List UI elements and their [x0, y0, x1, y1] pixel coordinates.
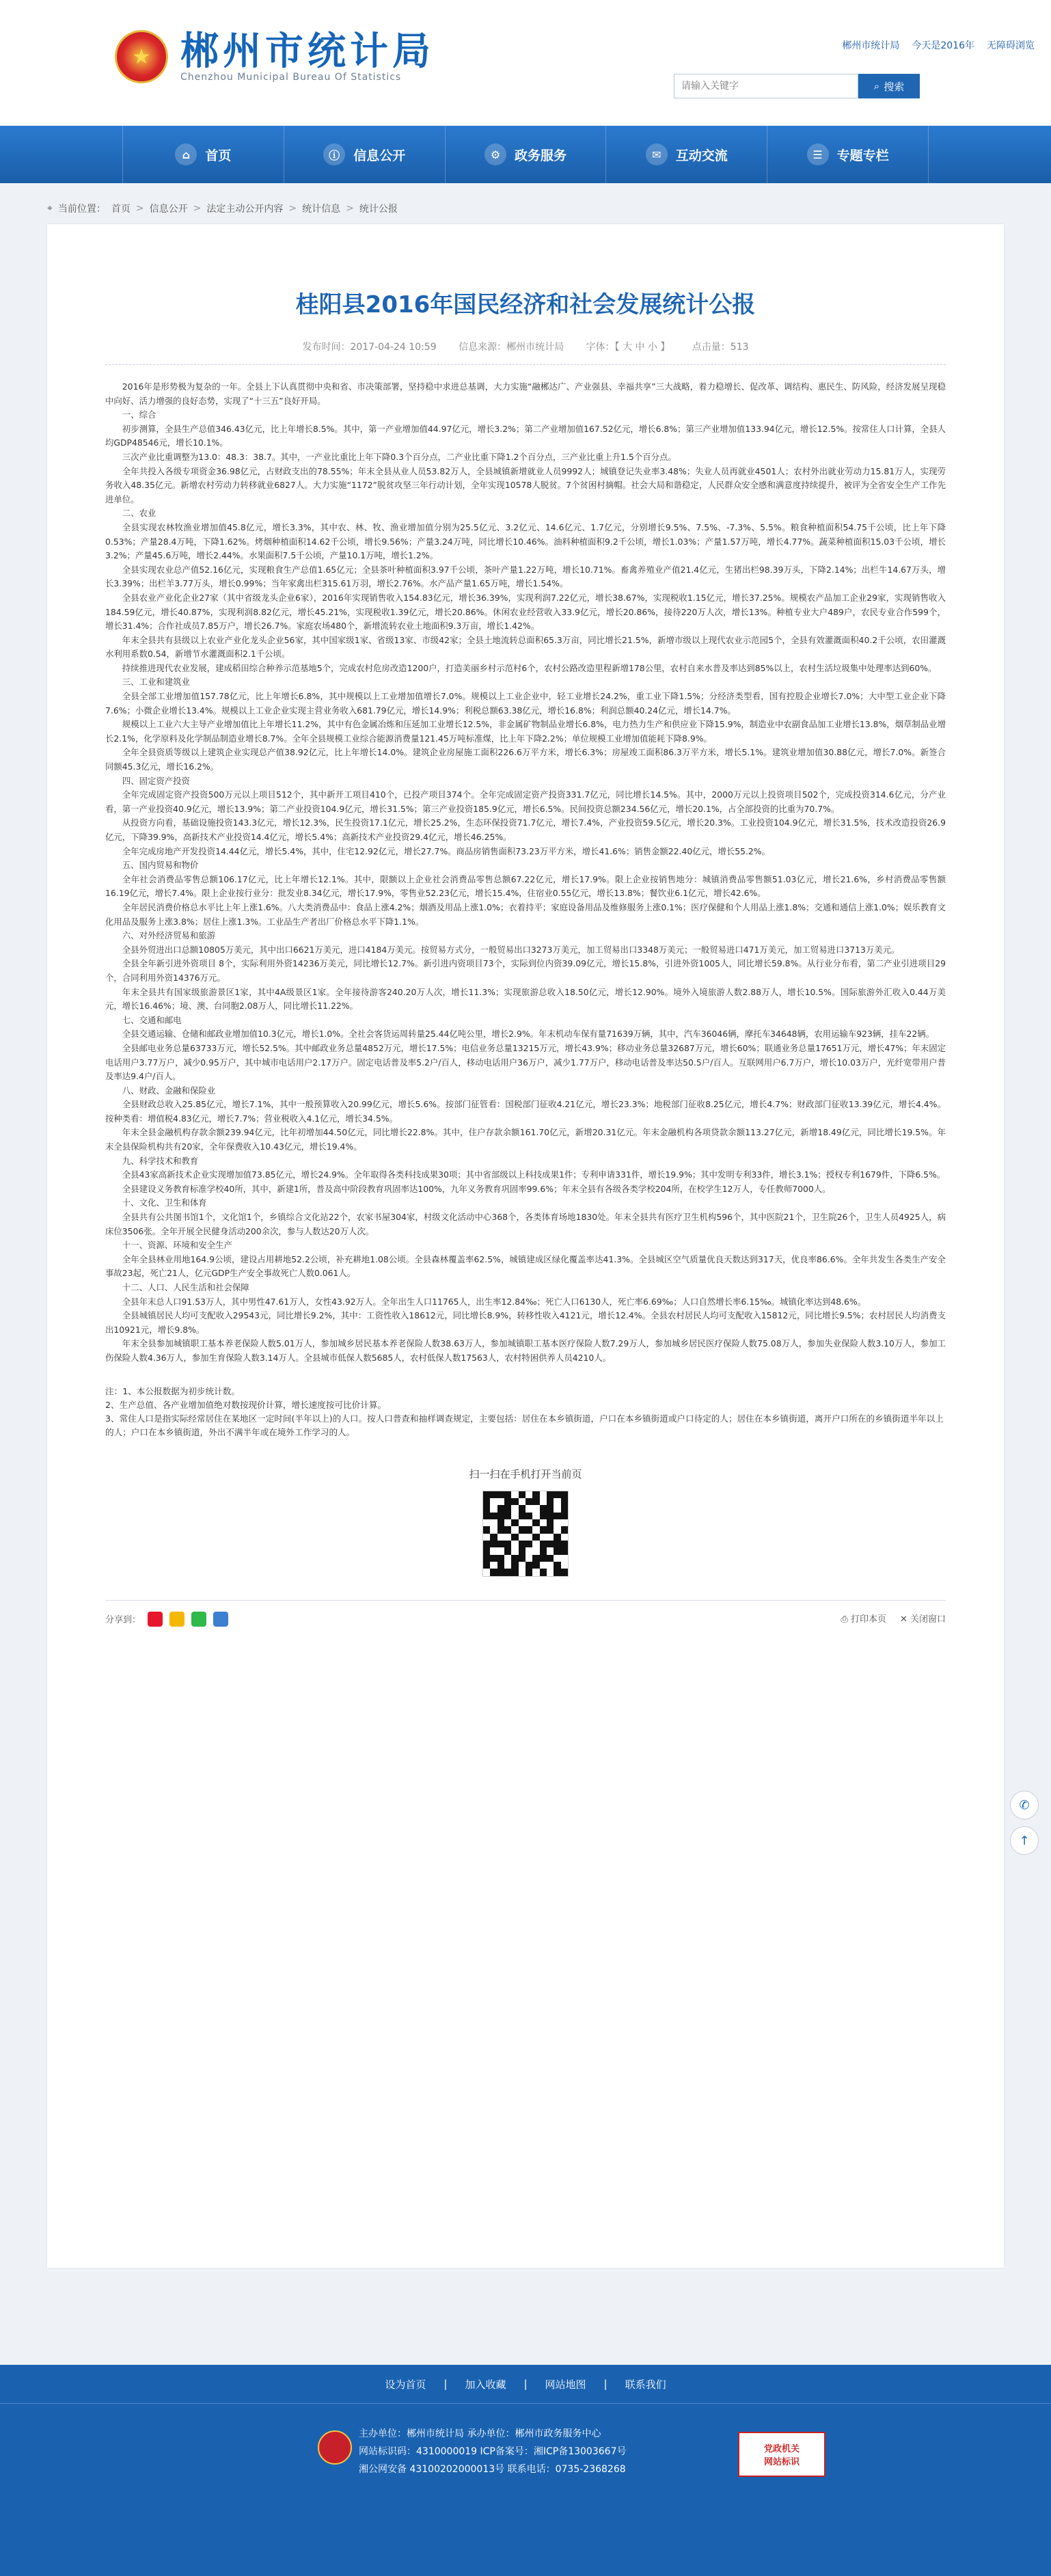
breadcrumb-item[interactable]: 统计公报	[359, 204, 398, 215]
article-paragraph: 全县城镇居民人均可支配收入29543元，同比增长9.2%，其中：工资性收入18612元，同比增长8.9%，转移性收入4121元，增长12.4%。全县农村居民人均可支配收入15812元，同比增长9.5%；农村居民人均消费支出10921元，增长9.8%。	[105, 1310, 946, 1335]
article-paragraph: 年末全县参加城镇职工基本养老保险人数5.01万人，参加城乡居民基本养老保险人数38.63万人，参加城镇职工基本医疗保险人数7.29万人，参加城乡居民医疗保险人数75.08万人，参加失业保险人数3.10万人，参加工伤保险人数4.36万人，参加生育保险人数3.14万人。全县城市低保人数5685人，农村低保人数17563人，农村特困供养人员4210人。	[105, 1338, 946, 1363]
top-links	[842, 38, 1035, 52]
main-nav	[0, 126, 1051, 183]
article-paragraph: 规模以上工业六大主导产业增加值比上年增长11.2%，其中有色金属冶炼和压延加工业增长12.5%，非金属矿物制品业增长6.8%，电力热力生产和供应业下降15.9%，制造业中农副食品加工业增长13.8%，烟草制品业增长2.1%，化学原料及化学制品制造业增长8.7%。全年全县规模工业综合能源消费量121.45万吨标准煤，比上年下降2.2%；单位规模工业增加值能耗下降8.9%。	[105, 719, 946, 744]
print-button[interactable]	[841, 1612, 886, 1627]
article-paragraph: 全县实现农林牧渔业增加值45.8亿元，增长3.3%，其中农、林、牧、渔业增加值分别为25.5亿元、3.2亿元、14.6亿元、1.7亿元，分别增长9.5%、7.5%、-7.3%、5.5%。粮食种植面积54.75千公顷，比上年下降0.53%；产量28.4万吨，下降1.62%。烤烟种植面积14.62千公顷，增长9.56%；产量3.24万吨，同比增长10.46%。油料种植面积9.2千公顷，增长1.03%；产量1.57万吨，增长4.77%。蔬菜种植面积15.03千公顷，增长3.2%；产量45.6万吨，增长2.44%。水果面积7.5千公顷，产量10.1万吨，增长1.2%。	[105, 521, 946, 561]
article-paragraph: 全县年末总人口91.53万人，其中男性47.61万人，女性43.92万人。全年出生人口11765人，出生率12.84‰；死亡人口6130人，死亡率6.69‰；人口自然增长率6.15‰。城镇化率达到48.6%。	[122, 1296, 866, 1307]
article-paragraph: 年末全县共有国家级旅游景区1家，其中4A级景区1家。全年接待游客240.20万人次，增长11.3%；实现旅游总收入18.50亿元，增长12.90%。境外入境旅游人数2.88万人，增长10.5%。国际旅游外汇收入0.44万美元，增长16.46%；境、澳、台同胞2.08万人，同比增长11.22%。	[105, 986, 946, 1012]
search-button[interactable]	[858, 74, 920, 98]
nav-item-home[interactable]	[122, 126, 284, 183]
badge-line: 网站标识	[763, 2457, 800, 2467]
share-label: 分享到：	[105, 1615, 141, 1626]
search-input[interactable]	[674, 74, 858, 98]
article-source: 信息来源：郴州市统计局	[459, 342, 564, 353]
share-weibo-icon[interactable]	[148, 1612, 163, 1627]
breadcrumb-item[interactable]: 统计信息	[302, 204, 341, 215]
footer-emblem-icon	[318, 2430, 352, 2465]
footer-link[interactable]: 网站地图	[545, 2378, 586, 2391]
national-emblem-icon: ★	[115, 30, 168, 83]
article-paragraph: 六、对外经济贸易和旅游	[122, 930, 216, 941]
close-icon: ✕	[899, 1614, 910, 1625]
nav-label: 首页	[205, 148, 232, 163]
article-paragraph: 从投资方向看，基础设施投资143.3亿元，增长12.3%，民生投资17.1亿元，增长25.2%，生态环保投资71.7亿元，增长7.4%，产业投资59.5亿元，增长20.3%。工业投资104.9亿元，增长31.5%，技术改造投资26.9亿元，下降39.9%，高新技术产业投资14.4亿元，增长5.4%；高新技术产业投资29.4亿元，增长46.25%。	[105, 817, 946, 842]
close-window-button[interactable]	[900, 1612, 946, 1627]
article-paragraph: 全年共投入各级专项资金36.98亿元，占财政支出的78.55%；年末全县从业人员53.82万人，全县城镇新增就业人员9992人；城镇登记失业率3.48%；失业人员再就业4501人；农村外出就业劳动力15.81万人，实现劳务收入48.35亿元。新增农村劳动力转移就业6827人。大力实施“1172”脱贫攻坚三年行动计划，全年实现10578人脱贫。7个贫困村摘帽。社会大局和谐稳定，人民群众安全感和满意度持续提升，被评为全省安全生产工作先进单位。	[105, 465, 946, 504]
footer-info-line: 主办单位：郴州市统计局 承办单位：郴州市政务服务中心	[359, 2428, 601, 2439]
site-header	[0, 0, 1051, 126]
article-paragraph: 十二、人口、人民生活和社会保障	[122, 1282, 249, 1292]
article-date: 发布时间：2017-04-24 10:59	[302, 342, 437, 353]
article-paragraph: 全县交通运输、仓储和邮政业增加值10.3亿元，增长1.0%。全社会客货运周转量25.44亿吨公里，增长2.9%。年末机动车保有量71639万辆，其中，汽车36046辆，摩托车34648辆，农用运输车923辆，挂车22辆。	[122, 1029, 934, 1040]
article-paragraph: 全年完成固定资产投资500万元以上项目512个，其中新开工项目410个，已投产项目374个。全年完成固定资产投资331.7亿元，同比增长14.5%。其中，2000万元以上投资项目502个，完成投资314.6亿元，分产业看，第一产业投资40.9亿元，增长13.9%；第二产业投资104.9亿元，增长31.5%；第三产业投资185.9亿元，增长6.5%。民间投资总额234.56亿元，增长20.1%，占全部投资的比重为70.7%。	[105, 789, 946, 814]
article-paragraph: 年末全县共有县级以上农业产业化龙头企业56家，其中国家级1家、省级13家、市级42家；全县土地流转总面积65.3万亩，同比增长21.5%，新增市级以上现代农业示范园5个，全县有效灌溉面积40.2千公顷，农田灌溉水利用系数0.54，新增节水灌溉面积2.1千公顷。	[105, 634, 946, 660]
site-footer	[0, 2365, 1051, 2576]
breadcrumb: ⌖ 当前位置： 首页 > 信息公开 > 法定主动公开内容 > 统计信息 > 统计公报	[47, 203, 398, 215]
article-notes	[105, 1385, 946, 1439]
nav-item-info-public[interactable]	[284, 126, 446, 183]
nav-item-topics[interactable]	[767, 126, 929, 183]
share-more-icon[interactable]	[213, 1612, 228, 1627]
breadcrumb-item[interactable]: 信息公开	[149, 204, 188, 215]
article-paragraph: 二、农业	[122, 508, 156, 519]
article-paragraph: 八、财政、金融和保险业	[122, 1085, 216, 1096]
qr-title: 扫一扫在手机打开当前页	[469, 1467, 582, 1480]
article-paragraph: 十一、资源、环境和安全生产	[122, 1240, 232, 1251]
share-wechat-icon[interactable]	[191, 1612, 206, 1627]
article-paragraph: 全县农业产业化企业27家（其中省级龙头企业6家），2016年实现销售收入154.83亿元，增长36.39%，实现利润7.22亿元，增长38.67%，实现税收1.15亿元，增长37.25%。规模农产品加工企业29家，实现销售收入184.59亿元，增长40.87%，实现利润8.82亿元，增长45.21%，实现税收1.39亿元，增长20.86%。休闲农业经营收入33.9亿元，增长20.86%，接待220万人次，增长13%。种植专业大户489户，农民专业合作599个，增长31.4%；合作社成员7.85万户，增长26.7%。家庭农场480个，新增流转农业土地面积9.3万亩，增长1.42%。	[105, 592, 946, 632]
article-paragraph: 三次产业比重调整为13.0：48.3：38.7。其中，一产业比重比上年下降0.3个百分点，二产业比重下降1.2个百分点，三产业比重上升1.5个百分点。	[122, 451, 677, 462]
nav-label: 信息公开	[353, 148, 406, 163]
nav-item-interaction[interactable]	[606, 126, 767, 183]
footer-link[interactable]: 加入收藏	[465, 2378, 506, 2391]
breadcrumb-item[interactable]: 首页	[111, 204, 131, 215]
print-label: 打印本页	[850, 1614, 886, 1625]
service-icon: ⚙	[484, 144, 506, 165]
article-meta	[105, 340, 946, 365]
top-link-home[interactable]: 郴州市统计局	[842, 40, 900, 51]
article-title: 桂阳县2016年国民经济和社会发展统计公报	[295, 291, 756, 318]
article-note: 3、常住人口是指实际经常居住在某地区一定时间(半年以上)的人口。按人口普查和抽样调查规定，主要包括：居住在本乡镇街道，户口在本乡镇街道或户口待定的人；居住在本乡镇街道，离开户口所在的乡镇街道半年以上的人；户口在本乡镇街道，外出不满半年或在境外工作学习的人。	[105, 1413, 944, 1437]
article-paragraph: 全年社会消费品零售总额106.17亿元，比上年增长12.1%。其中，限额以上企业社会消费品零售总额67.22亿元，增长17.9%。限上企业按销售地分：城镇消费品零售额51.03亿元，增长21.6%，乡村消费品零售额16.19亿元，增长7.4%。限上企业按行业分：批发业8.34亿元，增长17.9%，零售业52.23亿元，增长15.4%，住宿业0.55亿元，增长13.8%；餐饮业6.1亿元，增长42.6%。	[105, 873, 946, 899]
article-paragraph: 全县财政总收入25.85亿元，增长7.1%，其中一般预算收入20.99亿元，增长5.6%。按部门征管看：国税部门征收4.21亿元，增长23.3%；地税部门征收8.25亿元，增长4.7%；财政部门征收13.39亿元，增长4.4%。按种类看：增值税4.83亿元，增长7.7%；营业税收入4.1亿元，增长34.5%。	[105, 1099, 946, 1124]
article-paragraph: 持续推进现代农业发展，建成稻田综合种养示范基地5个，完成农村危房改造1200户，打造美丽乡村示范村6个，农村公路改造里程新增178公里，农村自来水普及率达到85%以上，农村生活垃圾集中处理率达到60%。	[122, 662, 937, 673]
article-paragraph: 全县共有公共图书馆1个，文化馆1个，乡镇综合文化站22个，农家书屋304家，村级文化活动中心368个，各类体育场地1830处。年末全县共有医疗卫生机构596个，其中医院21个，卫生院26个，卫生人员4925人，病床位3506张。全年开展全民健身活动200余次，参与人数达20万人次。	[105, 1212, 946, 1236]
nav-item-service[interactable]	[446, 126, 607, 183]
footer-links: 设为首页 | 加入收藏 | 网站地图 | 联系我们	[0, 2365, 1051, 2404]
article-paragraph: 全县全年新引进外资项目 8个，实际利用外资14236万美元，同比增长12.7%。新引进内资项目73个，实际到位内资39.09亿元，增长15.8%，引进外资1005人，同比增长59.8%。从行业分布看，第二产业引进项目29个，合同利用外资14376万元。	[105, 958, 946, 983]
footer-info	[359, 2425, 626, 2478]
article-paragraph: 十、文化、卫生和体育	[122, 1197, 207, 1208]
article-paragraph: 九、科学技术和教育	[122, 1155, 199, 1166]
article-paragraph: 全县邮电业务总量63733万元，增长52.5%。其中邮政业务总量4852万元，增长17.5%；电信业务总量13215万元，增长43.9%；移动业务总量32687万元，增长60%；联通业务总量17651万元，增长47%；年末固定电话用户3.77万户，减少0.95万户，其中城市电话用户2.17万户。固定电话普及率5.2户/百人，移动电话用户36万户，减少1.77万户，移动电话普及率达50.5户/百人。互联网用户6.7万户，增长10.03万户，光纤宽带用户普及率达9.4户/百人。	[105, 1042, 946, 1082]
top-link-date: 今天是2016年	[912, 40, 974, 51]
badge-line: 党政机关	[763, 2444, 800, 2454]
topic-icon: ☰	[807, 144, 829, 165]
article-paragraph: 全县43家高新技术企业实现增加值73.85亿元，增长24.9%。全年取得各类科技成果30项；其中省部级以上科技成果1件；专利申请331件，增长19.9%；其中发明专利33件，增长3.1%；授权专利1679件，下降6.5%。	[122, 1169, 946, 1180]
breadcrumb-item[interactable]: 法定主动公开内容	[206, 204, 284, 215]
article-paragraph: 初步测算，全县生产总值346.43亿元，比上年增长8.5%。其中，第一产业增加值44.97亿元，增长3.2%；第二产业增加值167.52亿元，增长6.8%；第三产业增加值133.94亿元，增长12.5%。按常住人口计算，全县人均GDP48546元，增长10.1%。	[105, 423, 946, 448]
breadcrumb-prefix: 当前位置：	[57, 204, 106, 215]
chat-icon: ✉	[646, 144, 668, 165]
footer-info-line: 网站标识码：4310000019 ICP备案号：湘ICP备13003667号	[359, 2446, 627, 2457]
wechat-float-icon[interactable]: ✆	[1010, 1791, 1039, 1819]
article-body	[105, 380, 946, 1366]
article-paragraph: 七、交通和邮电	[122, 1014, 182, 1025]
article-paragraph: 五、国内贸易和物价	[122, 860, 199, 871]
article-paragraph: 全县全部工业增加值157.78亿元，比上年增长6.8%，其中规模以上工业增加值增长7.0%。规模以上工业企业中，轻工业增长24.2%，重工业下降1.5%；分经济类型看，国有控股企业增长7.0%；大中型工业企业下降7.6%；小微企业增长13.4%。规模以上工业企业实现主营业务收入681.79亿元，增长14.9%；利税总额63.38亿元，增长16.8%；利润总额40.24亿元，增长14.7%。	[105, 691, 946, 716]
floating-toolbar	[1010, 1791, 1039, 1855]
info-icon: ⓘ	[323, 144, 345, 165]
article-paragraph: 全县建设义务教育标准学校40所，其中，新建1所，普及高中阶段教育巩固率达100%，九年义务教育巩固率99.6%；年末全县有各级各类学校204所，在校学生12万人，专任教师7000人。	[122, 1183, 831, 1194]
site-logo[interactable]	[115, 30, 435, 83]
article-paragraph: 三、工业和建筑业	[122, 677, 190, 688]
site-subtitle: Chenzhou Municipal Bureau Of Statistics	[180, 72, 402, 83]
gov-site-badge[interactable]	[738, 2432, 825, 2477]
top-link-accessibility[interactable]: 无障碍浏览	[987, 40, 1035, 51]
search-bar	[674, 74, 920, 98]
nav-label: 专题专栏	[836, 148, 889, 163]
article-paragraph: 全县实现农业总产值52.16亿元，实现粮食生产总值1.65亿元；全县茶叶种植面积3.97千公顷，茶叶产量1.22万吨，增长10.71%。畜禽养殖业产值21.4亿元，生猪出栏98.39万头，下降2.14%；出栏牛14.67万头，增长3.39%；出栏羊3.77万头，增长0.99%；当年家禽出栏315.61万羽，增长2.76%。水产品产量1.65万吨，增长1.54%。	[105, 564, 946, 589]
article-card	[47, 224, 1004, 2268]
article-paragraph: 四、固定资产投资	[122, 775, 190, 786]
article-paragraph: 一、综合	[122, 409, 156, 420]
article-note: 注：1、本公报数据为初步统计数。	[105, 1385, 240, 1396]
print-icon: ⎙	[841, 1614, 851, 1625]
nav-label: 互动交流	[675, 148, 728, 163]
article-paragraph: 全年全县林业用地164.9公顷，建设占用耕地52.2公顷，补充耕地1.08公顷。全县森林覆盖率62.5%，城镇建成区绿化覆盖率达41.3%。全县城区空气质量优良天数达到317天，优良率86.6%。全年共发生各类生产安全事故23起，死亡21人，亿元GDP生产安全事故死亡人数0.061人。	[105, 1253, 946, 1279]
nav-label: 政务服务	[514, 148, 567, 163]
close-label: 关闭窗口	[910, 1614, 946, 1625]
search-icon: ⌕	[873, 80, 880, 92]
search-button-label: 搜索	[884, 80, 905, 93]
font-size-switch[interactable]: 字体：【 大 中 小 】	[586, 342, 670, 353]
back-to-top-icon[interactable]: ↑	[1010, 1826, 1039, 1855]
article-paragraph: 2016年是形势极为复杂的一年。全县上下认真贯彻中央和省、市决策部署，坚持稳中求进总基调，大力实施“融郴达广、产业强县、幸福共享”三大战略，着力稳增长、促改革、调结构、惠民生、防风险，经济发展呈现稳中向好、活力增强的良好态势，实现了“十三五”良好开局。	[105, 381, 946, 406]
article-paragraph: 全年全县资质等级以上建筑企业实现总产值38.92亿元，比上年增长14.0%。建筑企业房屋施工面积226.6万平方米，增长6.3%；房屋竣工面积86.3万平方米，增长5.1%。建筑业增加值30.88亿元，增长7.0%。新签合同额45.3亿元，增长16.2%。	[105, 747, 946, 772]
footer-info-line: 湘公网安备 43100202000013号 联系电话：0735-2368268	[359, 2464, 626, 2475]
footer-link[interactable]: 联系我们	[625, 2378, 666, 2391]
location-icon: ⌖	[47, 203, 53, 214]
site-title: 郴州市统计局	[180, 29, 435, 74]
article-paragraph: 年末全县金融机构存款余额239.94亿元，比年初增加44.50亿元，同比增长22.8%。其中，住户存款余额161.70亿元，新增20.31亿元。年末金融机构各项贷款余额113.27亿元，新增18.49亿元，同比增长19.5%。年末全县保险机构共有20家，全年保费收入10.43亿元，增长19.4%。	[105, 1127, 946, 1152]
qr-code	[482, 1491, 569, 1577]
home-icon: ⌂	[175, 144, 197, 165]
footer-link[interactable]: 设为首页	[385, 2378, 426, 2391]
article-paragraph: 全县外贸进出口总额10805万美元，其中出口6621万美元，进口4184万美元。按贸易方式分，一般贸易出口3273万美元，加工贸易出口3348万美元；一般贸易进口471万美元，加工贸易进口3713万美元。	[122, 944, 900, 955]
article-note: 2、生产总值、各产业增加值绝对数按现价计算，增长速度按可比价计算。	[105, 1399, 387, 1410]
qr-section	[47, 1467, 1004, 1577]
article-paragraph: 全年完成房地产开发投资14.44亿元，增长5.4%，其中，住宅12.92亿元，增长27.7%。商品房销售面积73.23万平方米，增长41.6%；销售金额22.40亿元，增长55.2%。	[122, 845, 770, 856]
share-bar	[105, 1600, 946, 1627]
article-paragraph: 全年居民消费价格总水平比上年上涨1.6%。八大类消费品中：食品上涨4.2%；烟酒及用品上涨1.0%；衣着持平；家庭设备用品及维修服务上涨0.1%；医疗保健和个人用品上涨1.8%；交通和通信上涨1.0%；娱乐教育文化用品及服务上涨3.8%；居住上涨1.3%。工业品生产者出厂价格总水平下降1.1%。	[105, 901, 946, 927]
article-views: 点击量：513	[692, 342, 749, 353]
share-qzone-icon[interactable]	[169, 1612, 185, 1627]
